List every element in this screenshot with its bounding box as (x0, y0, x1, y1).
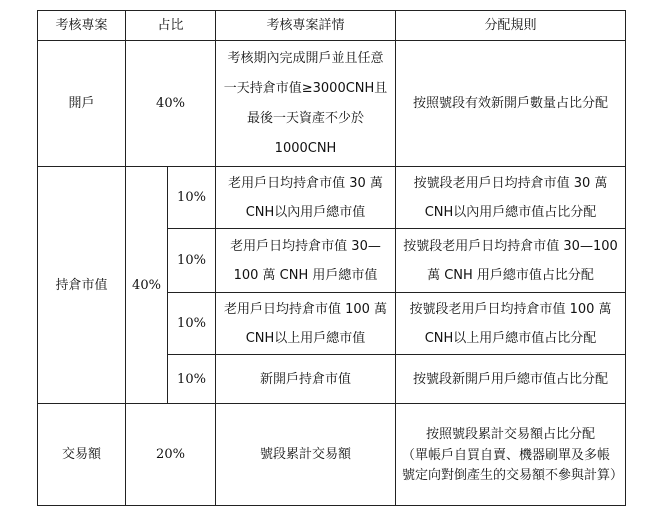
holding-sub-detail: 老用戶日均持倉市值 30—100 萬 CNH 用戶總市值 (216, 229, 396, 293)
assessment-table (37, 10, 626, 506)
table-row (38, 167, 626, 229)
holding-sub-detail: 老用戶日均持倉市值 30 萬CNH以內用戶總市值 (216, 167, 396, 229)
open-detail: 考核期內完成開戶並且任意一天持倉市值≥3000CNH且最後一天資產不少於1000CNH (216, 41, 396, 167)
holding-sub-ratio: 10% (168, 229, 216, 293)
trade-rule: 按照號段累計交易額占比分配 (426, 426, 596, 442)
trade-detail: 號段累計交易額 (216, 404, 396, 506)
trade-rule-cell (396, 404, 626, 506)
holding-sub-rule: 按號段老用戶日均持倉市值 30 萬CNH以內用戶總市值占比分配 (396, 167, 626, 229)
trade-note: （單帳戶自買自賣、機器刷單及多帳號定向對倒產生的交易額不參與計算） (402, 447, 624, 483)
trade-ratio: 20% (126, 404, 216, 506)
holding-sub-ratio: 10% (168, 355, 216, 404)
holding-sub-rule: 按號段新開戶用戶總市值占比分配 (396, 355, 626, 404)
table-row (38, 404, 626, 506)
header-ratio: 占比 (126, 11, 216, 41)
holding-item: 持倉市值 (38, 167, 126, 404)
trade-item: 交易額 (38, 404, 126, 506)
table-row (38, 41, 626, 167)
holding-sub-ratio: 10% (168, 167, 216, 229)
open-ratio: 40% (126, 41, 216, 167)
header-row (38, 11, 626, 41)
holding-sub-rule: 按號段老用戶日均持倉市值 30—100 萬 CNH 用戶總市值占比分配 (396, 229, 626, 293)
holding-ratio: 40% (126, 167, 168, 404)
holding-sub-detail: 新開戶持倉市值 (216, 355, 396, 404)
open-item: 開戶 (38, 41, 126, 167)
header-detail: 考核專案詳情 (216, 11, 396, 41)
open-rule: 按照號段有效新開戶數量占比分配 (396, 41, 626, 167)
header-rule: 分配規則 (396, 11, 626, 41)
header-item: 考核專案 (38, 11, 126, 41)
holding-sub-detail: 老用戶日均持倉市值 100 萬CNH以上用戶總市值 (216, 293, 396, 355)
holding-sub-ratio: 10% (168, 293, 216, 355)
holding-sub-rule: 按號段老用戶日均持倉市值 100 萬CNH以上用戶總市值占比分配 (396, 293, 626, 355)
